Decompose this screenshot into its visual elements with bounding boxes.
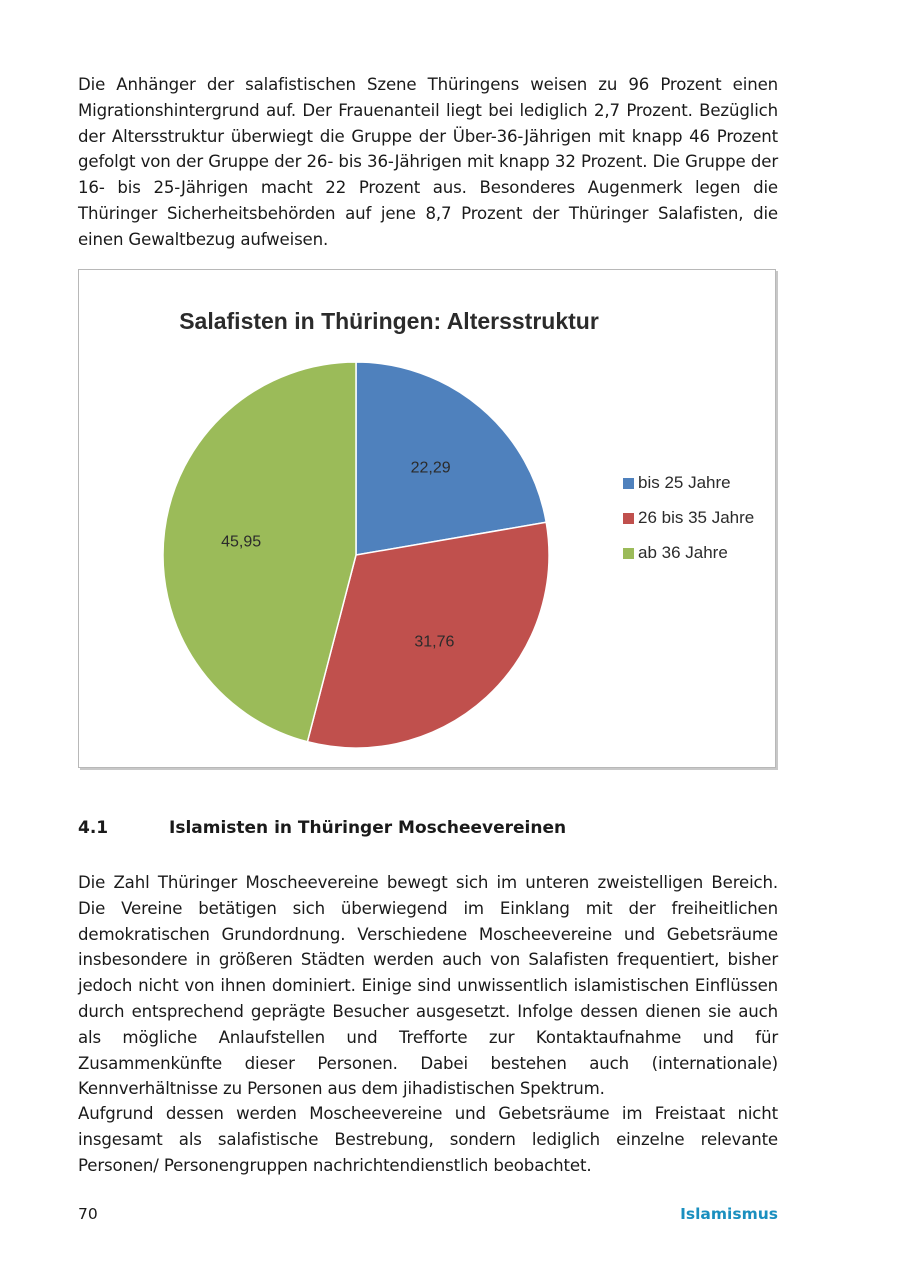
section-heading — [78, 818, 566, 838]
legend-item — [623, 473, 754, 508]
section-title: Islamisten in Thüringer Moscheevereinen — [169, 818, 567, 838]
chart-title: Salafisten in Thüringen: Altersstruktur — [179, 308, 599, 334]
chart-legend — [623, 473, 754, 578]
pie-data-label: 45,95 — [221, 533, 262, 551]
body-paragraph-2: Aufgrund dessen werden Moscheevereine und Gebetsräume im Freistaat nicht insgesamt als salafistische Bestrebung, sondern lediglich einzelne relevante Personen/ Personengruppen nachrichtendienstlich beobachtet. — [78, 1104, 778, 1175]
page-number: 70 — [78, 1205, 98, 1223]
legend-swatch-green — [623, 548, 634, 559]
legend-label: 26 bis 35 Jahre — [638, 508, 755, 527]
legend-swatch-red — [623, 513, 634, 524]
pie-slice-1 — [356, 362, 546, 555]
pie-data-label: 22,29 — [410, 459, 451, 477]
body-paragraph-1: Die Zahl Thüringer Moscheevereine bewegt sich im unteren zweistelligen Bereich. Die Vereine betätigen sich überwiegend im Einklang mit der freiheitlichen demokratischen Grundordnung. Verschiedene Moscheevereine und Gebetsräume insbesondere in größeren Städten werden auch von Salafisten frequentiert, bisher jedoch nicht von ihnen dominiert. Einige sind unwissentlich islamistischen Einflüssen durch entsprechend geprägte Besucher ausgesetzt. Infolge dessen dienen sie auch als mögliche Anlaufstellen und Trefforte zur Kontaktaufnahme und für Zusammenkünfte dieser Personen. Dabei bestehen auch (internationale) Kennverhältnisse zu Personen aus dem jihadistischen Spektrum. — [78, 873, 778, 1099]
legend-swatch-blue — [623, 478, 634, 489]
legend-label: ab 36 Jahre — [638, 543, 728, 562]
intro-paragraph: Die Anhänger der salafistischen Szene Thüringens weisen zu 96 Prozent einen Migrationshintergrund auf. Der Frauenanteil liegt bei lediglich 2,7 Prozent. Bezüglich der Altersstruktur überwiegt die Gruppe der Über-36-Jährigen mit knapp 46 Prozent gefolgt von der Gruppe der 26- bis 36-Jährigen mit knapp 32 Prozent. Die Gruppe der 16- bis 25-Jährigen macht 22 Prozent aus. Besonderes Augenmerk legen die Thüringer Sicherheitsbehörden auf jene 8,7 Prozent der Thüringer Salafisten, die einen Gewaltbezug aufweisen. — [78, 75, 778, 249]
footer-section-label: Islamismus — [680, 1205, 778, 1223]
legend-item — [623, 543, 754, 578]
legend-label: bis 25 Jahre — [638, 473, 731, 492]
pie-chart — [78, 269, 776, 768]
pie-data-label: 31,76 — [414, 633, 455, 651]
section-number: 4.1 — [78, 818, 109, 838]
legend-item — [623, 508, 754, 543]
